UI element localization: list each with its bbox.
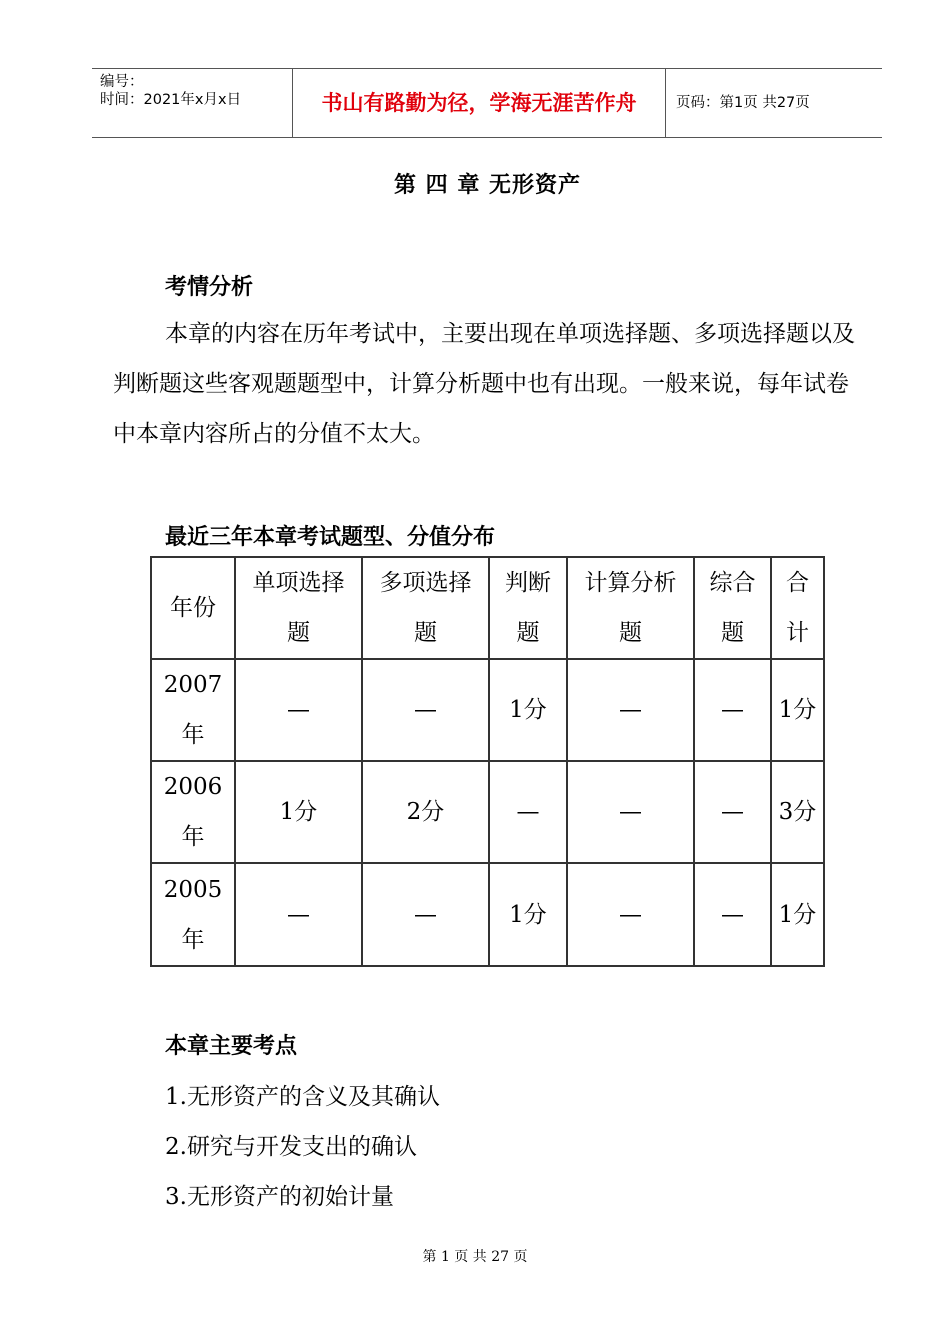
cell-text: 1分 [778, 901, 817, 928]
cell-content [164, 660, 223, 760]
cell-content [509, 685, 547, 735]
cell-text: 年 [181, 824, 205, 850]
table-cell [568, 864, 695, 965]
cell-text: 计 [786, 620, 809, 646]
cell-text: 多项选择 [379, 570, 472, 596]
table-cell [152, 762, 236, 864]
cell-text: 年 [181, 722, 205, 748]
header-meta-cell [92, 69, 293, 137]
cell-text: 题 [287, 620, 310, 646]
cell-text: 2007 [163, 672, 223, 698]
cell-content [721, 890, 744, 940]
table-header-cell [568, 558, 695, 660]
time-label: 时间：2021年x月x日 [100, 92, 242, 108]
chapter-title: 第 四 章 无形资产 [394, 173, 581, 198]
cell-text: — [619, 697, 642, 723]
table-cell [363, 762, 490, 864]
cell-content [407, 787, 445, 837]
cell-text: 1分 [509, 901, 547, 928]
header-page-cell [666, 69, 882, 137]
cell-content [164, 762, 223, 862]
cell-text: 2分 [406, 799, 445, 825]
cell-text: — [721, 799, 744, 825]
page-info: 页码：第1页 共27页 [676, 95, 810, 111]
cell-content [253, 558, 345, 658]
table-header-cell [236, 558, 363, 660]
table-cell [363, 660, 490, 762]
cell-content [779, 890, 817, 940]
table-cell [695, 864, 772, 965]
table-cell [772, 660, 823, 762]
header-motto-cell [293, 69, 666, 137]
table-cell [363, 864, 490, 965]
table-header-cell [695, 558, 772, 660]
key-point-item: 3.无形资产的初始计量 [165, 1184, 394, 1210]
table-cell [772, 762, 823, 864]
cell-text: 题 [414, 620, 437, 646]
number-label: 编号： [100, 74, 144, 90]
cell-text: 题 [516, 620, 540, 646]
table-cell [236, 762, 363, 864]
cell-text: 综合 [709, 570, 756, 596]
cell-text: — [721, 697, 744, 723]
score-distribution-table [150, 556, 825, 967]
cell-content [619, 787, 642, 837]
cell-text: — [287, 901, 310, 928]
table-cell [152, 864, 236, 965]
cell-content [280, 787, 318, 837]
cell-text: 题 [619, 620, 642, 646]
cell-text: 1分 [778, 697, 817, 723]
cell-text: 判断 [505, 570, 551, 596]
cell-text: — [287, 697, 310, 723]
cell-text: — [721, 901, 744, 928]
table-cell [490, 660, 568, 762]
cell-text: 题 [721, 620, 744, 646]
cell-content [509, 890, 547, 940]
table-cell [772, 864, 823, 965]
page-header [92, 68, 882, 138]
table-header-cell [490, 558, 568, 660]
cell-content [721, 787, 744, 837]
cell-text: — [619, 901, 642, 928]
cell-text: 2005 [163, 876, 223, 903]
cell-content [619, 890, 642, 940]
table-cell [568, 762, 695, 864]
cell-content [619, 685, 642, 735]
cell-content [517, 787, 540, 837]
cell-content [414, 685, 437, 735]
motto-text: 书山有路勤为径，学海无涯苦作舟 [321, 91, 637, 115]
cell-content [164, 865, 223, 965]
cell-text: 年 [181, 926, 205, 953]
cell-content [779, 787, 817, 837]
cell-content [170, 583, 216, 633]
cell-content [585, 558, 677, 658]
table-cell [490, 762, 568, 864]
cell-text: 合 [786, 570, 809, 596]
cell-text: 2006 [163, 774, 223, 800]
cell-content [287, 890, 310, 940]
cell-text: 1分 [509, 697, 547, 723]
table-cell [236, 864, 363, 965]
cell-text: 单项选择 [252, 570, 345, 596]
analysis-paragraph [113, 309, 858, 459]
cell-text: 计算分析 [584, 570, 677, 596]
table-cell [695, 660, 772, 762]
table-cell [152, 660, 236, 762]
analysis-text: 本章的内容在历年考试中，主要出现在单项选择题、多项选择题以及判断题这些客观题题型中，计算分析题中也有出现。一般来说，每年试卷中本章内容所占的分值不太大。 [113, 321, 855, 447]
key-points-heading: 本章主要考点 [165, 1034, 298, 1059]
cell-content [710, 558, 756, 658]
table-cell [236, 660, 363, 762]
cell-text: — [414, 697, 437, 723]
cell-text: — [619, 799, 642, 825]
cell-text: — [516, 799, 540, 825]
table-header-cell [772, 558, 823, 660]
cell-content [380, 558, 472, 658]
table-cell [695, 762, 772, 864]
key-point-item: 1.无形资产的含义及其确认 [165, 1084, 440, 1110]
key-point-item: 2.研究与开发支出的确认 [165, 1134, 417, 1160]
cell-content [786, 558, 809, 658]
cell-content [505, 558, 551, 658]
table-cell [568, 660, 695, 762]
cell-text: — [414, 901, 437, 928]
cell-text: 3分 [778, 799, 817, 825]
table-heading: 最近三年本章考试题型、分值分布 [165, 525, 496, 550]
table-header-cell [152, 558, 236, 660]
table-cell [490, 864, 568, 965]
page-footer: 第 1 页 共 27 页 [422, 1249, 528, 1265]
cell-text: 年份 [170, 595, 216, 621]
cell-content [414, 890, 437, 940]
table-header-cell [363, 558, 490, 660]
cell-content [287, 685, 310, 735]
cell-text: 1分 [279, 799, 318, 825]
cell-content [721, 685, 744, 735]
cell-content [779, 685, 817, 735]
analysis-heading: 考情分析 [165, 275, 254, 300]
